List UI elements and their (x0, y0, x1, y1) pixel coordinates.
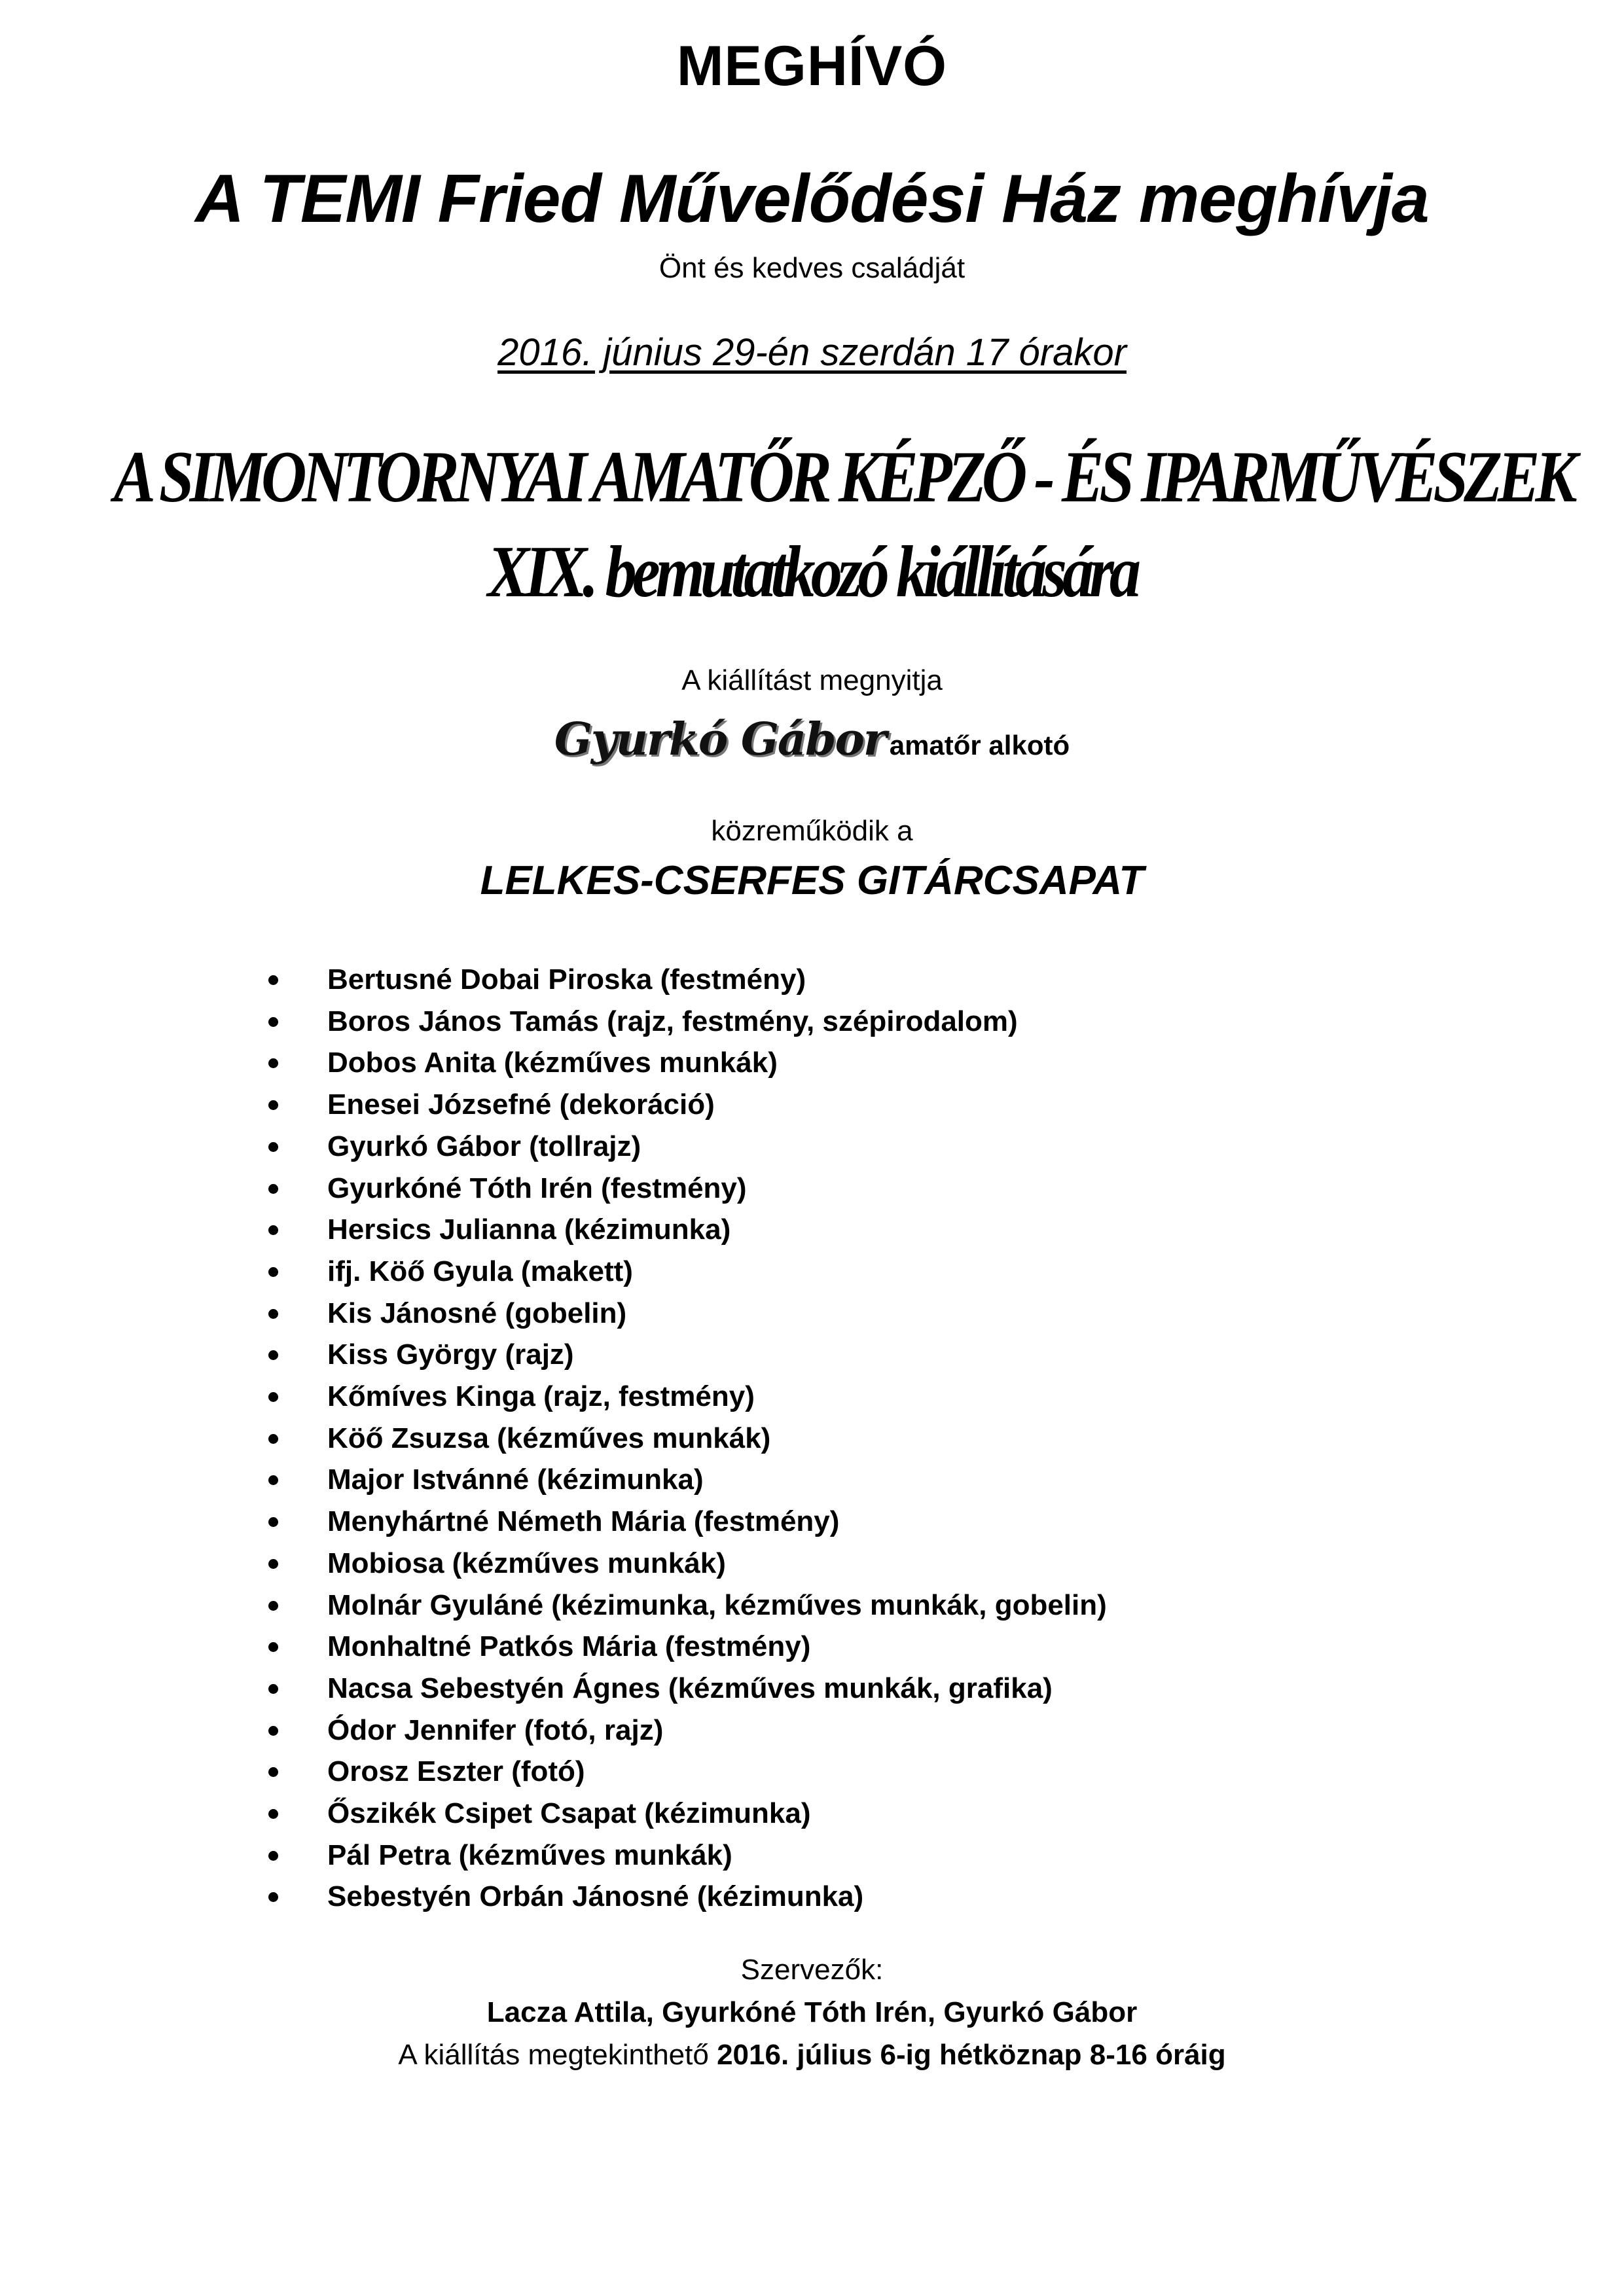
artist-detail: (kézimunka) (529, 1463, 704, 1496)
bullet-icon (268, 1017, 278, 1027)
artist-detail: (fotó) (503, 1755, 585, 1787)
bullet-icon (268, 1809, 278, 1819)
artist-detail: (kézműves munkák) (450, 1839, 732, 1871)
artist-name: Sebestyén Orbán Jánosné (kézimunka) (327, 1880, 864, 1912)
artist-name: Menyhártné Németh Mária (festmény) (327, 1505, 840, 1537)
invitee-line: Önt és kedves családját (659, 252, 965, 284)
artist-detail: (kézimunka) (556, 1213, 731, 1246)
artist-detail: (festmény) (592, 1172, 747, 1204)
bullet-icon (268, 1851, 278, 1861)
artist-name: Kiss György (rajz) (327, 1338, 574, 1371)
artist-name: ifj. Köő Gyula (makett) (327, 1255, 633, 1287)
artist-detail: (makett) (513, 1255, 633, 1287)
artist-name: Köő Zsuzsa (kézműves munkák) (327, 1422, 771, 1454)
artist-name: Orosz Eszter (fotó) (327, 1755, 585, 1787)
event-date: 2016. június 29-én szerdán 17 órakor (497, 331, 1127, 374)
opener-role: amatőr alkotó (889, 730, 1070, 761)
artist-detail: (kézimunka, kézműves munkák, gobelin) (543, 1589, 1107, 1621)
viewing-prefix: A kiállítás megtekinthető (398, 2039, 717, 2071)
bullet-icon (268, 1892, 278, 1902)
bullet-icon (268, 1267, 278, 1277)
artist-detail: (gobelin) (497, 1297, 627, 1329)
bullet-icon (268, 1225, 278, 1235)
artist-detail: (kézimunka) (689, 1880, 864, 1912)
bullet-icon (268, 1726, 278, 1736)
artist-detail: (kézműves munkák) (488, 1422, 771, 1454)
bullet-icon (268, 1392, 278, 1402)
bullet-icon (268, 1767, 278, 1777)
bullet-icon (268, 1309, 278, 1319)
bullet-icon (268, 1058, 278, 1068)
artist-detail: (festmény) (657, 1630, 811, 1662)
bullet-icon (268, 1684, 278, 1694)
opener-intro: A kiállítást megnyitja (681, 664, 943, 696)
exhibition-title-line-1: A SIMONTORNYAI AMATŐR KÉPZŐ - ÉS IPARMŰVÉSZEK (113, 437, 1573, 518)
artist-name: Major Istvánné (kézimunka) (327, 1463, 704, 1496)
artist-detail: (kézimunka) (636, 1797, 811, 1829)
bullet-icon (268, 975, 278, 985)
artist-detail: (fotó, rajz) (516, 1714, 664, 1746)
artist-name: Pál Petra (kézműves munkák) (327, 1839, 732, 1871)
artist-name: Nacsa Sebestyén Ágnes (kézműves munkák, grafika) (327, 1672, 1053, 1704)
viewing-period: 2016. július 6-ig hétköznap 8-16 óráig (717, 2039, 1226, 2071)
bullet-icon (268, 1184, 278, 1194)
artist-name: Gyurkóné Tóth Irén (festmény) (327, 1172, 747, 1204)
exhibition-title-line-2: XIX. bemutatkozó kiállítására (487, 531, 1137, 613)
bullet-icon (268, 1559, 278, 1569)
artist-name: Kis Jánosné (gobelin) (327, 1297, 627, 1329)
artist-name: Dobos Anita (kézműves munkák) (327, 1047, 778, 1079)
bullet-icon (268, 1350, 278, 1360)
artist-name: Őszikék Csipet Csapat (kézimunka) (327, 1797, 811, 1829)
artist-name: Mobiosa (kézműves munkák) (327, 1547, 726, 1579)
opener-line (0, 713, 1624, 766)
host-headline: A TEMI Fried Művelődési Ház meghívja (195, 161, 1429, 237)
artist-detail: (rajz) (497, 1338, 574, 1371)
artist-detail: (rajz, festmény) (535, 1380, 755, 1412)
artist-detail: (kézműves munkák) (444, 1547, 726, 1579)
organizers-names: Lacza Attila, Gyurkóné Tóth Irén, Gyurkó Gábor (486, 1996, 1138, 2028)
bullet-icon (268, 1475, 278, 1485)
bullet-icon (268, 1100, 278, 1110)
contributor-intro: közreműködik a (711, 815, 913, 847)
opener-name: Gyurkó Gábor (554, 713, 886, 766)
artist-name: Bertusné Dobai Piroska (festmény) (327, 963, 806, 996)
artist-name: Kőmíves Kinga (rajz, festmény) (327, 1380, 755, 1412)
artist-name: Ódor Jennifer (fotó, rajz) (327, 1714, 664, 1746)
bullet-icon (268, 1434, 278, 1444)
artist-detail: (dekoráció) (551, 1088, 715, 1121)
bullet-icon (268, 1601, 278, 1611)
artist-name: Enesei Józsefné (dekoráció) (327, 1088, 715, 1121)
artist-name: Boros János Tamás (rajz, festmény, szépirodalom) (327, 1005, 1018, 1037)
artist-name: Molnár Gyuláné (kézimunka, kézműves munkák, gobelin) (327, 1589, 1107, 1621)
band-name: LELKES-CSERFES GITÁRCSAPAT (480, 858, 1144, 903)
artist-name: Hersics Julianna (kézimunka) (327, 1213, 731, 1246)
bullet-icon (268, 1142, 278, 1152)
artist-detail: (kézműves munkák, grafika) (660, 1672, 1053, 1704)
artist-detail: (rajz, festmény, szépirodalom) (598, 1005, 1018, 1037)
artist-name: Monhaltné Patkós Mária (festmény) (327, 1630, 811, 1662)
artist-detail: (festmény) (652, 963, 806, 996)
bullet-icon (268, 1642, 278, 1652)
artist-detail: (tollrajz) (520, 1130, 641, 1162)
viewing-period-line (0, 2039, 1624, 2072)
artist-detail: (kézműves munkák) (496, 1047, 778, 1079)
page-title: MEGHÍVÓ (676, 35, 948, 98)
artist-name: Gyurkó Gábor (tollrajz) (327, 1130, 641, 1162)
organizers-label: Szervezők: (740, 1954, 884, 1986)
bullet-icon (268, 1517, 278, 1527)
artist-detail: (festmény) (685, 1505, 840, 1537)
